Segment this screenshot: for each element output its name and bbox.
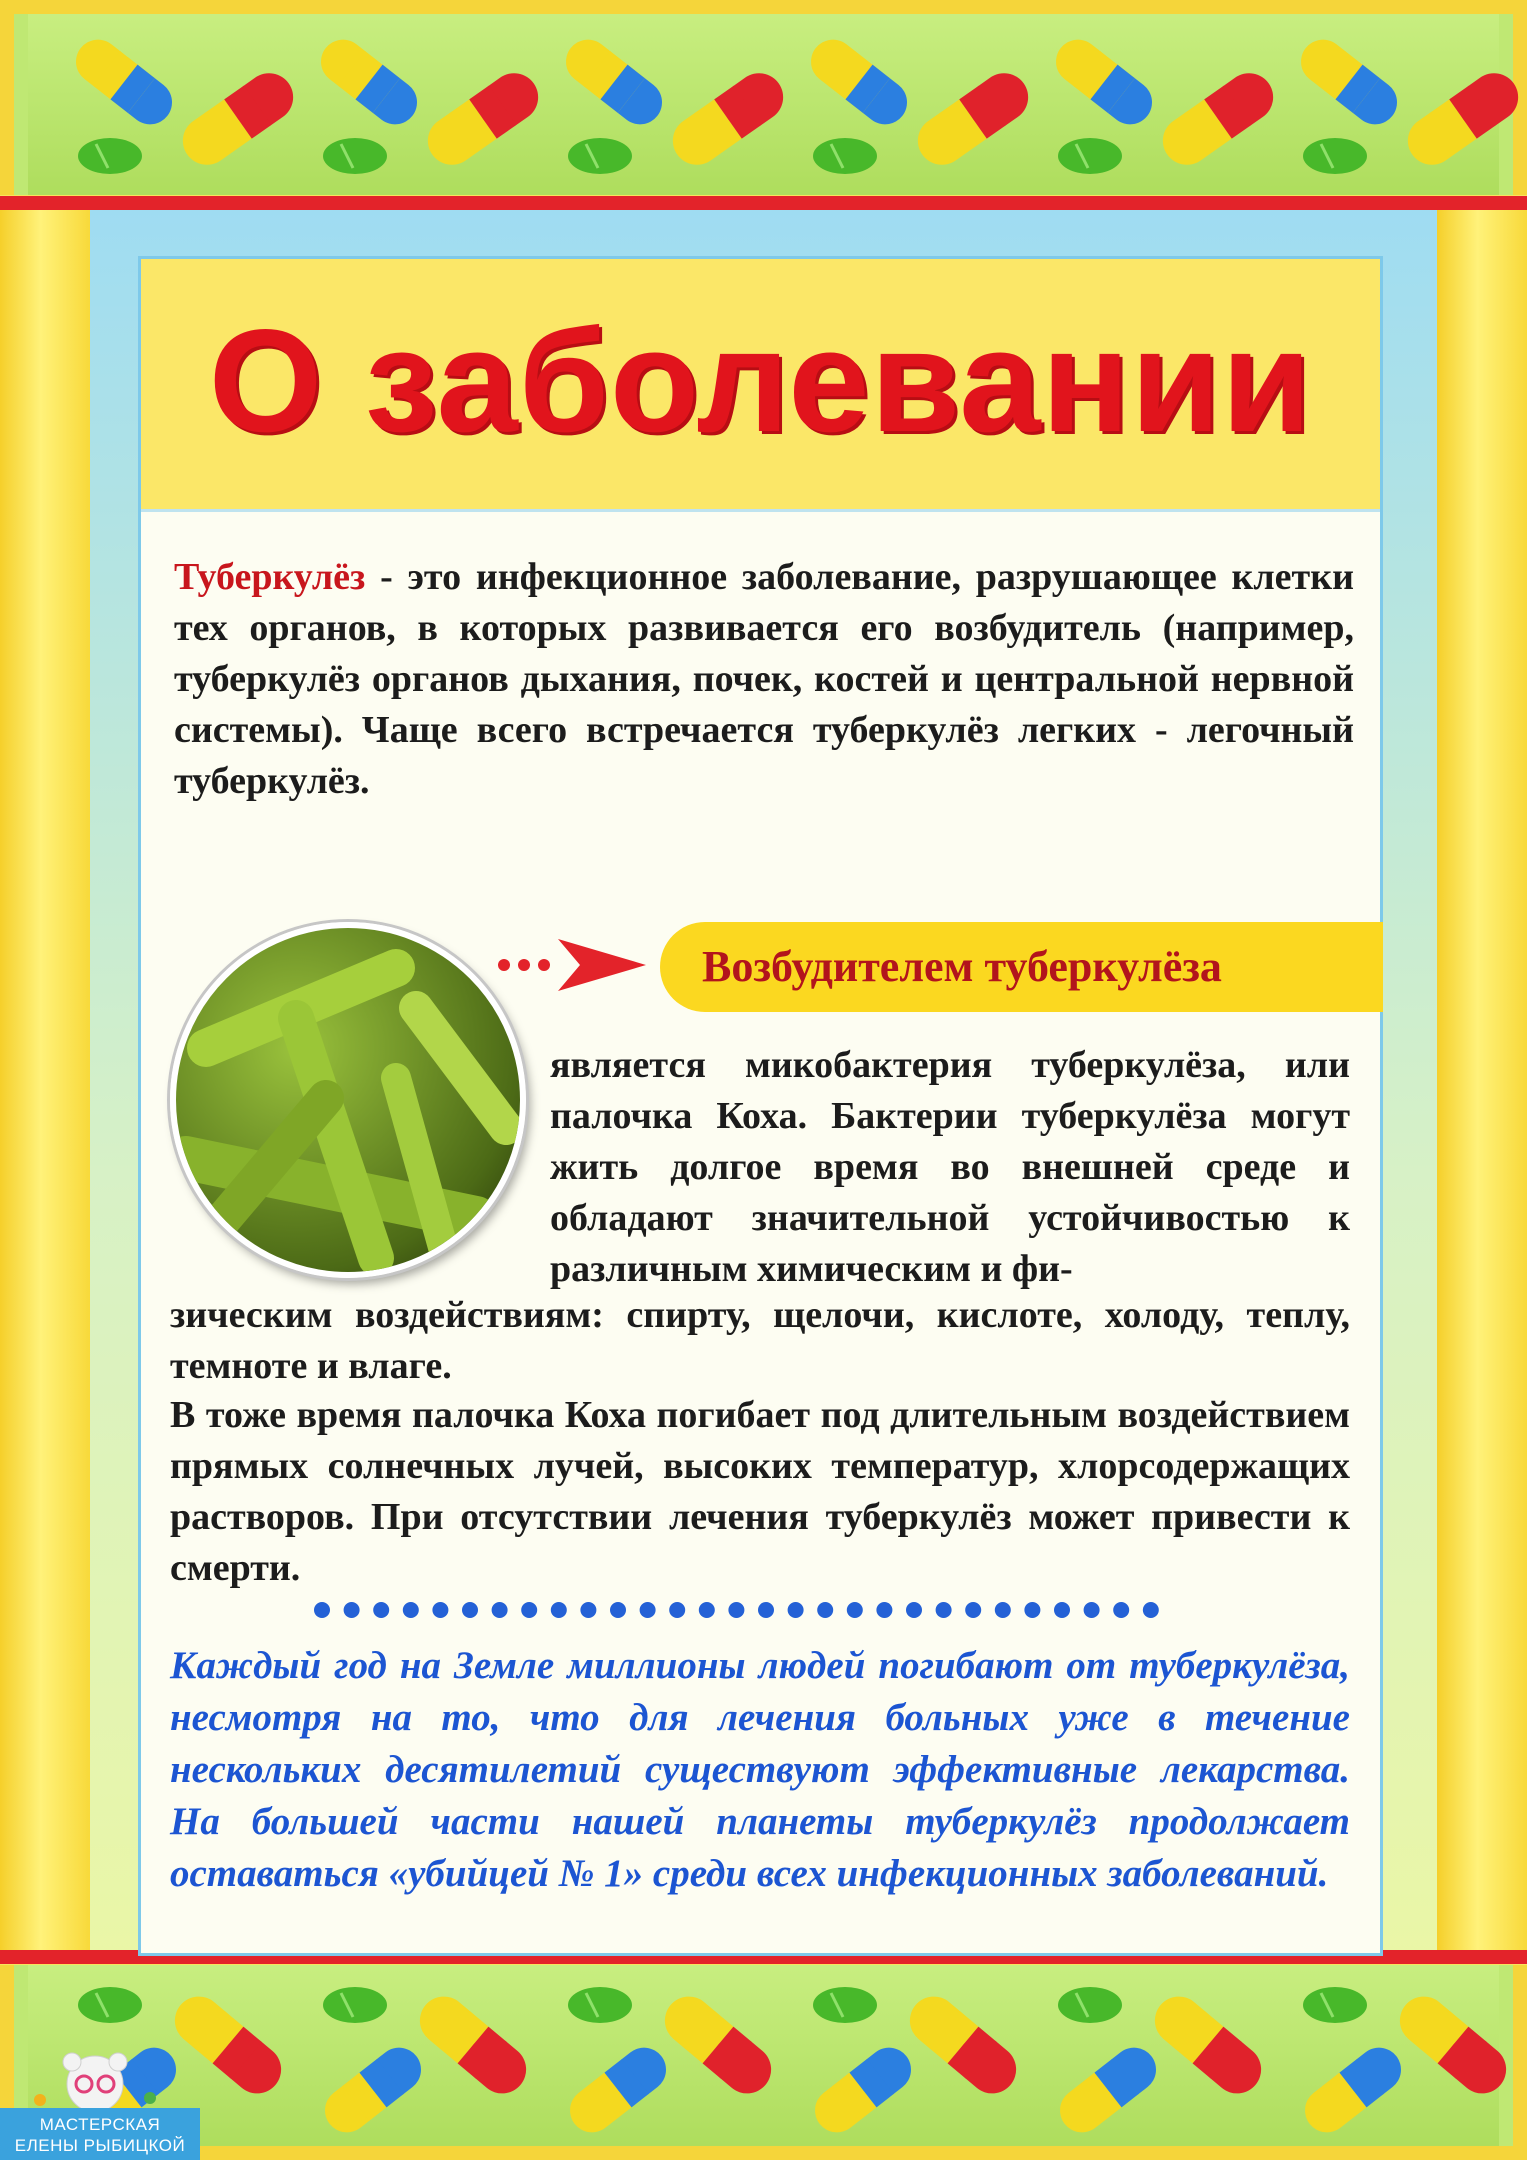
divider-dot xyxy=(906,1602,922,1618)
divider-dot xyxy=(817,1602,833,1618)
divider-dot xyxy=(699,1602,715,1618)
divider-dot xyxy=(995,1602,1011,1618)
pill-tablet-icon xyxy=(78,138,142,174)
divider-dot xyxy=(314,1602,330,1618)
pathogen-ribbon: Возбудителем туберкулёза xyxy=(660,922,1383,1012)
workshop-logo xyxy=(0,2040,200,2160)
bacteria-image xyxy=(170,922,526,1278)
divider-dot xyxy=(847,1602,863,1618)
divider-dot xyxy=(1143,1602,1159,1618)
arrow-icon xyxy=(496,935,666,995)
frame-left xyxy=(0,200,90,1960)
divider-dot xyxy=(1024,1602,1040,1618)
divider-dot xyxy=(403,1602,419,1618)
divider-dot xyxy=(728,1602,744,1618)
pills-decoration-bottom xyxy=(28,1965,1527,2146)
pathogen-paragraph-cont: зическим воздействиям: спирту, щелочи, кислоте, холоду, теплу, темноте и влаге. xyxy=(170,1294,1350,1387)
divider-dot xyxy=(610,1602,626,1618)
divider-dot xyxy=(551,1602,567,1618)
capsule-icon xyxy=(67,31,181,133)
divider-dot xyxy=(965,1602,981,1618)
bottom-pill-band xyxy=(0,1965,1527,2160)
intro-paragraph xyxy=(174,552,1354,807)
intro-term: Туберкулёз xyxy=(174,556,366,598)
pill-tablet-icon xyxy=(78,1987,142,2023)
divider-dot xyxy=(492,1602,508,1618)
divider-dot xyxy=(373,1602,389,1618)
divider-dot xyxy=(669,1602,685,1618)
highlight-paragraph: Каждый год на Земле миллионы людей погибают от туберкулёза, несмотря на то, что для лечения больных уже в течение нескольких десятилетий существуют эффективные лекарства. На большей части нашей планеты туберкулёз продолжает оставаться «убийцей № 1» среди всех инфекционных заболеваний. xyxy=(170,1644,1350,1895)
divider-dot xyxy=(758,1602,774,1618)
page-title: О заболевании xyxy=(208,299,1313,462)
divider-dot xyxy=(344,1602,360,1618)
top-pill-band xyxy=(0,0,1527,195)
divider-dot xyxy=(432,1602,448,1618)
capsule-icon xyxy=(173,64,302,174)
divider-dot xyxy=(936,1602,952,1618)
dotted-divider xyxy=(310,1598,1190,1622)
divider-dot xyxy=(1113,1602,1129,1618)
divider-dot xyxy=(1084,1602,1100,1618)
divider-dot xyxy=(1054,1602,1070,1618)
divider-dot xyxy=(640,1602,656,1618)
divider-dot xyxy=(580,1602,596,1618)
bacteria-illustration xyxy=(176,928,520,1272)
logo-line-2: ЕЛЕНЫ РЫБИЦКОЙ xyxy=(14,2136,186,2155)
logo-line-1: МАСТЕРСКАЯ xyxy=(39,2115,161,2134)
divider-dot xyxy=(788,1602,804,1618)
title-bar xyxy=(141,259,1380,512)
intro-text: - это инфекционное заболевание, разрушающее клетки тех органов, в которых развивается его возбудитель (например, туберкулёз органов дыхания, почек, костей и центральной нервной системы). Чаще всего встречается туберкулёз легких - легочный туберкулёз. xyxy=(174,556,1354,802)
frame-right xyxy=(1437,200,1527,1960)
divider-dot xyxy=(876,1602,892,1618)
red-divider-top xyxy=(0,196,1527,210)
pills-decoration-top xyxy=(28,14,1527,195)
divider-dot xyxy=(521,1602,537,1618)
pathogen-paragraph: является микобактерия туберкулёза, или палочка Коха. Бактерии туберкулёза могут жить долгое время во внешней среде и обладают значительной устойчивостью к различным химическим и фи- xyxy=(550,1044,1350,1290)
logo-text xyxy=(0,2114,200,2156)
divider-dot xyxy=(462,1602,478,1618)
death-paragraph: В тоже время палочка Коха погибает под длительным воздействием прямых солнечных лучей, высоких температур, хлорсодержащих растворов. При отсутствии лечения туберкулёз может привести к смерти. xyxy=(170,1394,1350,1589)
